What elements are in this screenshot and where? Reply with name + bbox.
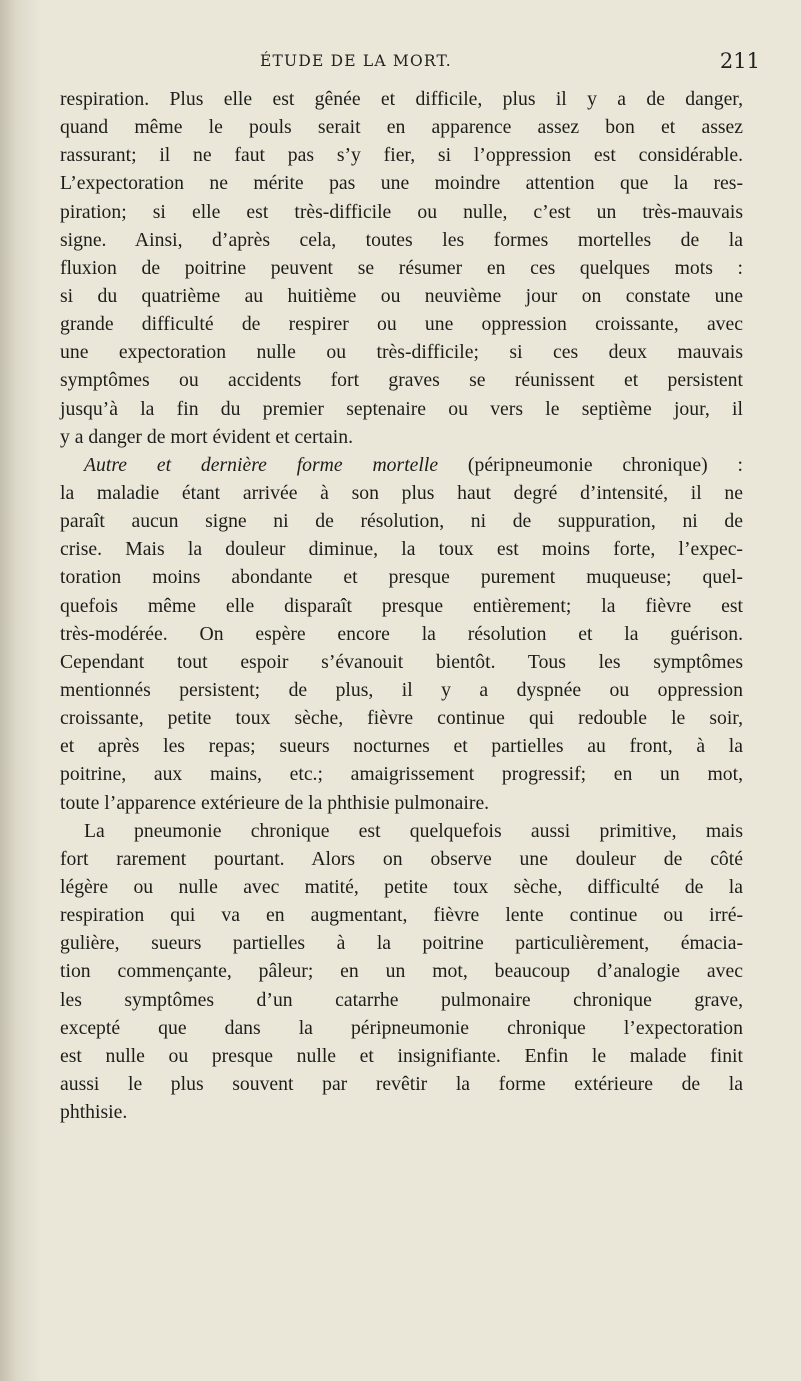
section-heading-italic: Autre et dernière forme mortelle — [84, 453, 439, 476]
text-line: piration; si elle est très-difficile ou nulle, c’est un très-mauvais — [60, 200, 743, 223]
text-line: jusqu’à la fin du premier septenaire ou vers le septième jour, il — [60, 397, 743, 420]
text-line: les symptômes d’un catarrhe pulmonaire chronique grave, — [60, 988, 743, 1011]
text-line: une expectoration nulle ou très-difficile; si ces deux mauvais — [60, 341, 743, 364]
running-title: ÉTUDE DE LA MORT. — [260, 52, 452, 70]
text-line: fluxion de poitrine peuvent se résumer en ces quelques mots : — [60, 256, 743, 279]
text-line: et après les repas; sueurs nocturnes et partielles au front, à la — [60, 735, 743, 758]
text-line: tion commençante, pâleur; en un mot, beaucoup d’analogie avec — [60, 960, 743, 983]
text-line: mentionnés persistent; de plus, il y a dyspnée ou oppression — [60, 678, 743, 701]
text-line: L’expectoration ne mérite pas une moindre attention que la res- — [60, 172, 743, 195]
text-line: très-modérée. On espère encore la résolution et la guérison. — [60, 622, 743, 645]
text-line: aussi le plus souvent par revêtir la forme extérieure de la — [60, 1072, 743, 1095]
text-line: gulière, sueurs partielles à la poitrine particulièrement, émacia- — [60, 932, 743, 955]
text-line: poitrine, aux mains, etc.; amaigrissement progressif; en un mot, — [60, 763, 743, 786]
text-line: croissante, petite toux sèche, fièvre continue qui redouble le soir, — [60, 707, 743, 730]
text-line: phthisie. — [60, 1101, 128, 1124]
page-header — [60, 49, 760, 76]
text-line: quand même le pouls serait en apparence assez bon et assez — [60, 116, 743, 139]
text-line: La pneumonie chronique est quelquefois aussi primitive, mais — [84, 819, 743, 842]
text-line — [60, 451, 743, 479]
section-heading-rest: (péripneumonie chronique) : — [438, 453, 743, 476]
text-line: paraît aucun signe ni de résolution, ni de suppuration, ni de — [60, 510, 743, 533]
page-gutter-shadow — [0, 0, 42, 1381]
text-line: Cependant tout espoir s’évanouit bientôt. Tous les symptômes — [60, 650, 743, 673]
text-line: respiration. Plus elle est gênée et difficile, plus il y a de danger, — [60, 88, 743, 110]
text-line: toration moins abondante et presque purement muqueuse; quel- — [60, 566, 743, 589]
text-line: fort rarement pourtant. Alors on observe une douleur de côté — [60, 847, 743, 870]
text-line: crise. Mais la douleur diminue, la toux est moins forte, l’expec- — [60, 538, 743, 561]
body-text — [60, 85, 743, 1126]
text-line: légère ou nulle avec matité, petite toux sèche, difficulté de la — [60, 875, 743, 898]
text-line: quefois même elle disparaît presque entièrement; la fièvre est — [60, 594, 743, 617]
paragraph-1 — [60, 85, 743, 451]
text-line: est nulle ou presque nulle et insignifiante. Enfin le malade finit — [60, 1044, 743, 1067]
text-line: toute l’apparence extérieure de la phthisie pulmonaire. — [60, 791, 490, 814]
paragraph-3 — [60, 817, 743, 1127]
paragraph-2 — [60, 451, 743, 817]
text-line: excepté que dans la péripneumonie chronique l’expectoration — [60, 1016, 743, 1039]
text-line: grande difficulté de respirer ou une oppression croissante, avec — [60, 313, 743, 336]
page-number: 211 — [719, 49, 760, 73]
text-line: rassurant; il ne faut pas s’y fier, si l’oppression est considérable. — [60, 144, 743, 167]
text-line: y a danger de mort évident et certain. — [60, 425, 353, 448]
text-line: si du quatrième au huitième ou neuvième jour on constate une — [60, 284, 743, 307]
text-line: signe. Ainsi, d’après cela, toutes les formes mortelles de la — [60, 228, 743, 251]
text-line: respiration qui va en augmentant, fièvre lente continue ou irré- — [60, 904, 743, 927]
text-line: la maladie étant arrivée à son plus haut degré d’intensité, il ne — [60, 481, 743, 504]
text-line: symptômes ou accidents fort graves se réunissent et persistent — [60, 369, 743, 392]
